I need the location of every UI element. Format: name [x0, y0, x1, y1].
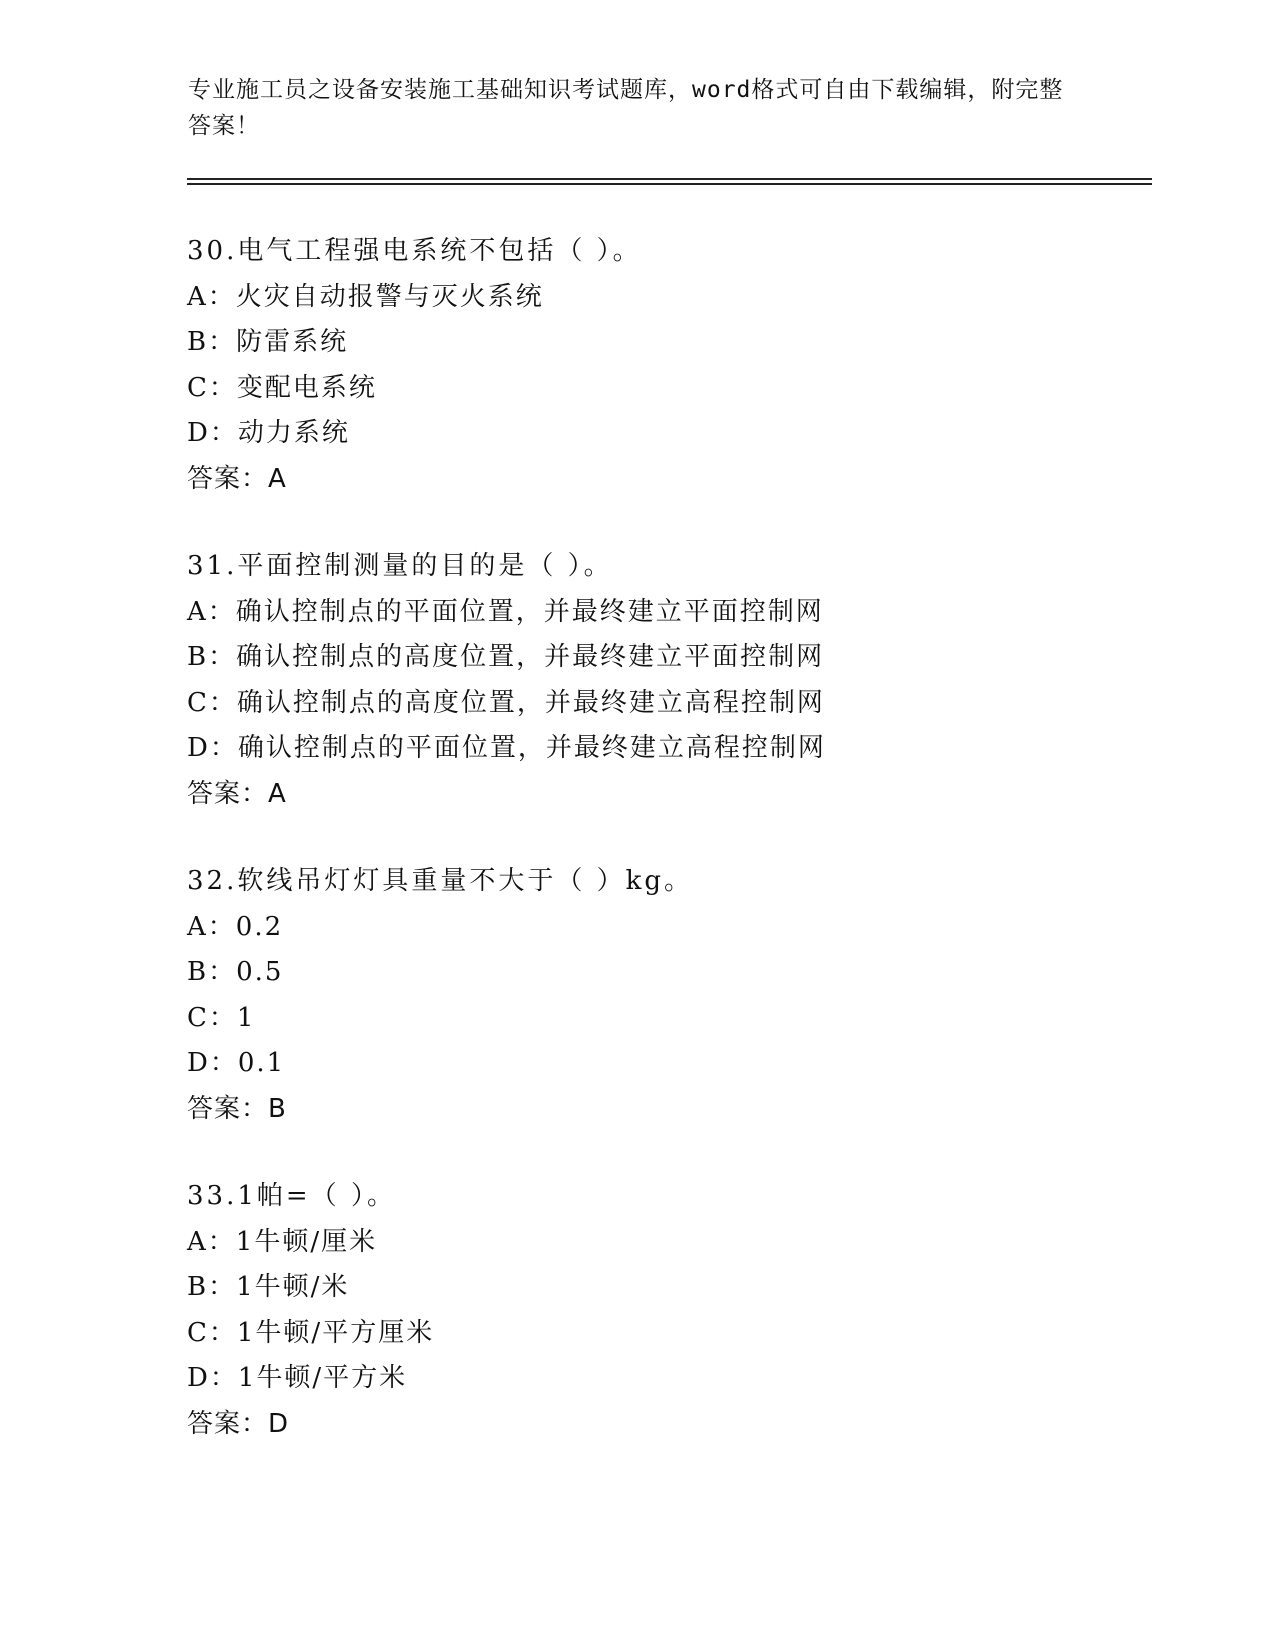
header-divider-top — [187, 178, 1152, 180]
option-a: A：0.2 — [187, 911, 284, 942]
answer-label: 答案：D — [187, 1408, 290, 1439]
option-b: B：防雷系统 — [187, 327, 349, 358]
question-31 — [187, 544, 1127, 818]
question-32 — [187, 859, 1127, 1133]
answer-label: 答案：A — [187, 778, 287, 809]
answer-label: 答案：A — [187, 463, 287, 494]
option-b: B：0.5 — [187, 957, 284, 988]
question-30 — [187, 229, 1127, 503]
option-c: C：确认控制点的高度位置，并最终建立高程控制网 — [187, 687, 825, 718]
question-stem: 30.电气工程强电系统不包括（ ）。 — [187, 236, 642, 266]
option-a: A：1牛顿/厘米 — [187, 1226, 378, 1257]
option-d: D：确认控制点的平面位置，并最终建立高程控制网 — [187, 733, 826, 764]
option-c: C：1 — [187, 1002, 256, 1033]
option-c: C：变配电系统 — [187, 372, 377, 403]
option-a: A：火灾自动报警与灭火系统 — [187, 281, 544, 312]
question-stem: 32.软线吊灯灯具重量不大于（ ）kg。 — [187, 866, 694, 896]
question-stem: 31.平面控制测量的目的是（ ）。 — [187, 551, 613, 581]
option-d: D：1牛顿/平方米 — [187, 1363, 408, 1394]
option-a: A：确认控制点的平面位置，并最终建立平面控制网 — [187, 596, 824, 627]
option-b: B：1牛顿/米 — [187, 1272, 350, 1303]
option-b: B：确认控制点的高度位置，并最终建立平面控制网 — [187, 642, 825, 673]
option-c: C：1牛顿/平方厘米 — [187, 1317, 435, 1348]
option-d: D：0.1 — [187, 1048, 286, 1079]
header-divider-bottom — [187, 183, 1152, 185]
question-stem: 33.1帕=（ ）。 — [187, 1181, 396, 1211]
option-d: D：动力系统 — [187, 418, 350, 449]
question-33 — [187, 1174, 1127, 1448]
answer-label: 答案：B — [187, 1093, 287, 1124]
document-intro: 专业施工员之设备安装施工基础知识考试题库，word格式可自由下载编辑，附完整答案！ — [188, 77, 1064, 139]
